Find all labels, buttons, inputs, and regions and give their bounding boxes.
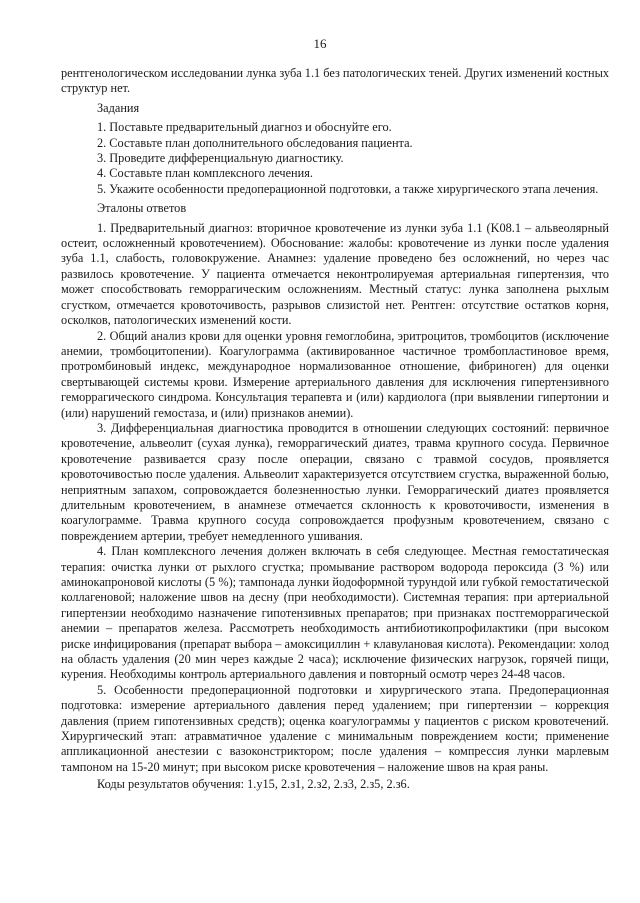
answer-paragraph-3: 3. Дифференциальная диагностика проводится в отношении следующих состояний: первичное кровотечение, альвеолит (сухая лунка), геморрагический диатез, травма крупного сосуда. Первичное кровотечение развивается сразу после операции, связано с травмой сосудов, проявляется кровоточивостью после удаления. Альвеолит характеризуется отсутствием сгустка, выраженной болью, неприятным запахом, сопровождается болезненностью лунки. Геморрагический диатез проявляется длительным кровотечением, в анамнезе отмечается склонность к кровоточивости, изменения в коагулограмме. Травма крупного сосуда сопровождается профузным кровотечением, связано с повреждением артерии, требует немедленного ушивания. [61, 420, 609, 543]
answers-heading: Эталоны ответов [97, 201, 187, 216]
answer-paragraph-2: 2. Общий анализ крови для оценки уровня гемоглобина, эритроцитов, тромбоцитов (исключение анемии, тромбоцитопении). Коагулограмма (активированное частичное тромбопластиновое время, протромбиновый индекс, международное нормализованное отношение, фибриноген) для оценки свертывающей системы крови. Измерение артериального давления для исключения гипертензивного геморрагического синдрома. Консультация терапевта и (или) кардиолога (при выявлении гипертонии и (или) нарушений гемостаза, и (или) признаков анемии). [61, 328, 609, 420]
intro-paragraph: рентгенологическом исследовании лунка зуба 1.1 без патологических теней. Других изменений костных структур нет. [61, 66, 609, 96]
task-item-3: 3. Проведите дифференциальную диагностику. [97, 151, 344, 166]
page-number: 16 [313, 36, 327, 51]
task-item-1: 1. Поставьте предварительный диагноз и обоснуйте его. [97, 120, 392, 135]
answer-paragraph-5: 5. Особенности предоперационной подготовки и хирургического этапа. Предоперационная подготовка: измерение артериального давления перед удалением; при гипертензии – коррекция давления (прием гипотензивных средств); оценка коагулограммы у пациентов с риском кровотечений. Хирургический этап: атравматичное удаление с минимальным повреждением кости; применение аппликационной анестезии с вазоконстриктором; после удаления – компрессия лунки марлевым тампоном на 15-20 минут; при высоком риске кровотечения – наложение швов на края раны. [61, 682, 609, 774]
answer-paragraph-1: 1. Предварительный диагноз: вторичное кровотечение из лунки зуба 1.1 (K08.1 – альвеолярный остеит, осложненный кровотечением). Обоснование: жалобы: кровотечение из лунки после удаления зуба 1.1, слабость, головокружение. Анамнез: удаление проведено без осложнений, но через час развилось кровотечение. У пациента отмечается неконтролируемая артериальная гипертензия, что может способствовать геморрагическим осложнениям. Местный статус: лунка заполнена рыхлым сгустком, отмечается кровоточивость, разрывов слизистой нет. Рентген: отсутствие остатков корня, осколков, патологических изменений кости. [61, 220, 609, 328]
learning-codes: Коды результатов обучения: 1.у15, 2.з1, 2.з2, 2.з3, 2.з5, 2.з6. [97, 777, 410, 792]
answer-paragraph-4: 4. План комплексного лечения должен включать в себя следующее. Местная гемостатическая терапия: очистка лунки от рыхлого сгустка; промывание раствором водорода пероксида (3 %) или аминокапроновой кислоты (5 %); тампонада лунки йодоформной турундой или губкой гемостатической коллагеновой; наложение швов на десну (при необходимости). Системная терапия: при артериальной гипертензии необходимо назначение гипотензивных препаратов; при признаках постгеморрагической анемии – препаратов железа. Рассмотреть необходимость антибиотикопрофилактики (при высоком риске инфицирования (препарат выбора – амоксициллин + клавулановая кислота). Рекомендации: холод на область удаления (20 мин через каждые 2 часа); исключение физических нагрузок, горячей пищи, курения. Необходимы контроль артериального давления и повторный осмотр через 24-48 часов. [61, 544, 609, 682]
task-item-5: 5. Укажите особенности предоперационной подготовки, а также хирургического этапа лечения. [97, 181, 599, 196]
task-item-4: 4. Составьте план комплексного лечения. [97, 166, 313, 181]
tasks-heading: Задания [97, 100, 140, 115]
page-body [61, 66, 609, 793]
task-item-2: 2. Составьте план дополнительного обследования пациента. [97, 135, 413, 150]
